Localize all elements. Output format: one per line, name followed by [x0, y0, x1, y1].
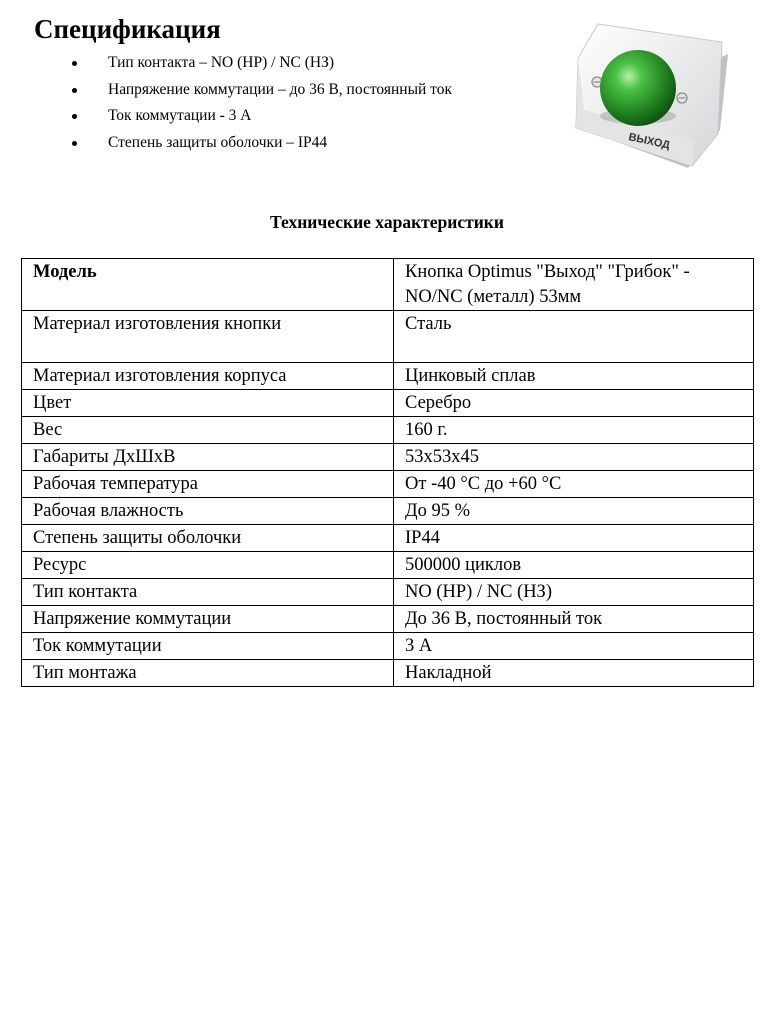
bullet-item: Ток коммутации - 3 А	[72, 105, 452, 132]
row-value: Цинковый сплав	[394, 363, 754, 390]
bullet-item: Тип контакта – NO (НР) / NC (НЗ)	[72, 52, 452, 79]
product-photo	[570, 18, 730, 183]
row-key: Цвет	[22, 390, 394, 417]
spec-table	[21, 258, 754, 687]
row-key: Тип контакта	[22, 579, 394, 606]
row-key: Напряжение коммутации	[22, 606, 394, 633]
row-key: Рабочая температура	[22, 471, 394, 498]
table-row	[22, 417, 754, 444]
row-key: Габариты ДхШхВ	[22, 444, 394, 471]
row-key: Вес	[22, 417, 394, 444]
row-value: 3 А	[394, 633, 754, 660]
row-value: 160 г.	[394, 417, 754, 444]
row-value: 53x53x45	[394, 444, 754, 471]
table-title: Технические характеристики	[270, 212, 504, 232]
table-row	[22, 525, 754, 552]
table-row	[22, 660, 754, 687]
table-row	[22, 390, 754, 417]
row-key: Тип монтажа	[22, 660, 394, 687]
row-value: 500000 циклов	[394, 552, 754, 579]
row-value: До 36 В, постоянный ток	[394, 606, 754, 633]
table-row	[22, 444, 754, 471]
row-value: Сталь	[394, 311, 754, 363]
table-row	[22, 579, 754, 606]
mushroom-button	[600, 50, 676, 126]
row-key: Рабочая влажность	[22, 498, 394, 525]
row-value: От -40 °C до +60 °C	[394, 471, 754, 498]
row-value: До 95 %	[394, 498, 754, 525]
table-row	[22, 363, 754, 390]
row-key: Ресурс	[22, 552, 394, 579]
row-value: IP44	[394, 525, 754, 552]
bullet-item: Степень защиты оболочки – IP44	[72, 132, 452, 159]
table-row	[22, 606, 754, 633]
row-key: Степень защиты оболочки	[22, 525, 394, 552]
spec-bullet-list	[72, 52, 452, 158]
table-row	[22, 498, 754, 525]
table-row	[22, 633, 754, 660]
table-row	[22, 552, 754, 579]
bullet-item: Напряжение коммутации – до 36 В, постоянный ток	[72, 79, 452, 106]
row-key: Модель	[22, 259, 394, 311]
row-key: Материал изготовления кнопки	[22, 311, 394, 363]
row-key: Материал изготовления корпуса	[22, 363, 394, 390]
page-title: Спецификация	[34, 14, 221, 44]
product-label: ВЫХОД	[627, 131, 671, 152]
table-row	[22, 471, 754, 498]
table-row	[22, 311, 754, 363]
row-key: Ток коммутации	[22, 633, 394, 660]
table-row	[22, 259, 754, 311]
row-value: Накладной	[394, 660, 754, 687]
row-value: Кнопка Optimus "Выход" "Грибок" - NO/NC (металл) 53мм	[394, 259, 754, 311]
row-value: NO (НР) / NC (НЗ)	[394, 579, 754, 606]
row-value: Серебро	[394, 390, 754, 417]
